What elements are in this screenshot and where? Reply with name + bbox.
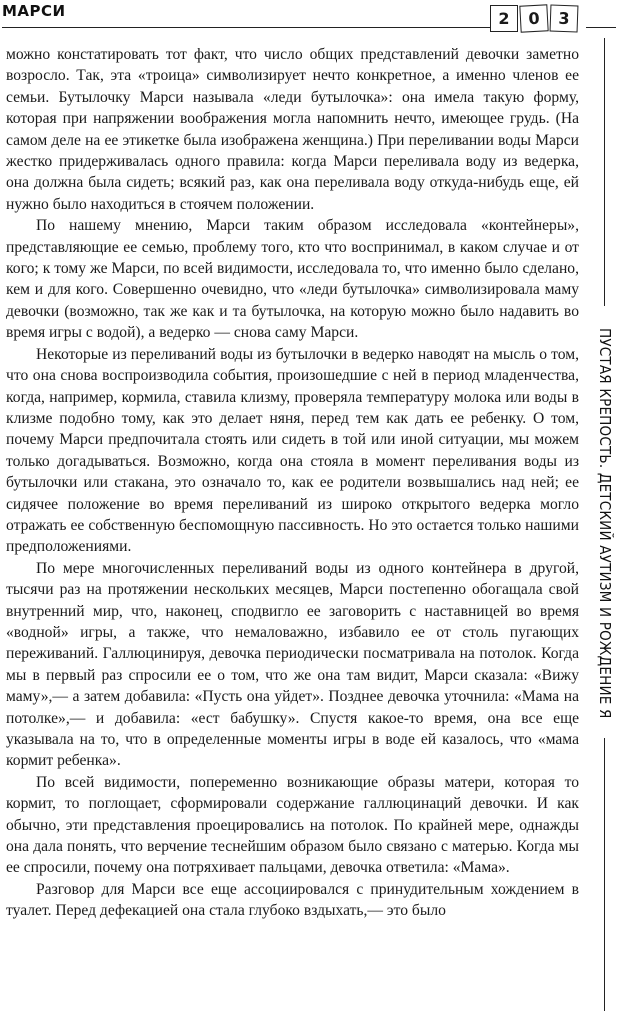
paragraph: По всей видимости, попеременно возникающие образы матери, которая то кормит, то поглощает, сформировали содержание галлюцинаций девочки. И как обычно, эти представления проецировались на потолок. По крайней мере, однажды она дала понять, что верчение теснейшим образом было связано с матерью. Когда мы ее спросили, почему она потряхивает пальцами, девочка ответила: «Мама». xyxy=(6,773,579,877)
side-book-title: ПУСТАЯ КРЕПОСТЬ. ДЕТСКИЙ АУТИЗМ И РОЖДЕНИЕ Я xyxy=(596,327,614,719)
body-text xyxy=(6,44,579,922)
paragraph: По нашему мнению, Марси таким образом исследовала «контейнеры», представляющие ее семью, проблему того, кто что воспринимал, в каком случае и от кого; к тому же Марси, по всей видимости, исследовала то, что именно было сделано, кем и для кого. Совершенно очевидно, что «леди бутылочка» символизировала маму девочки (возможно, так же как и та бутылочка, на которую можно было надавить во время игры с водой), а ведерко — снова саму Марси. xyxy=(6,217,579,342)
paragraph: можно констатировать тот факт, что число общих представлений девочки заметно возросло. Так, эта «троица» символизирует нечто конкретное, а именно членов ее семьи. Бутылочку Марси называла «леди бутылочка»: она имела такую форму, которая при напряжении воображения могла напомнить нечто, имеющее грудь. (На самом деле на ее этикетке была изображена женщина.) При переливании воды Марси жестко придерживалась одного правила: когда Марси переливала воду из ведерка, она должна была сидеть; всякий раз, как она переливала воду откуда-нибудь еще, ей нужно было находиться в стоячем положении. xyxy=(6,46,579,213)
header-rule xyxy=(2,27,490,28)
paragraph: Некоторые из переливаний воды из бутылочки в ведерко наводят на мысль о том, что она снова воспроизводила события, произошедшие с ней в период младенчества, когда, например, кормила, ставила клизму, проверяла температуру молока или воды в клизме подобно тому, как это делает няня, перед тем как дать ее ребенку. О том, почему Марси предпочитала стоять или сидеть в той или иной ситуации, мы можем только догадываться. Возможно, когда она стояла в момент переливания воды из бутылочки или стакана, это означало то, как ее родители возвышались над ней; ее сидячее положение во время переливаний из широко открытого ведерка могло отражать ее собственную беспомощную пассивность. Но это остается только нашими предположениями. xyxy=(6,345,579,556)
paragraph: Разговор для Марси все еще ассоциировался с принудительным хождением в туалет. Перед дефекацией она стала глубоко вздыхать,— это было xyxy=(6,880,579,920)
page-header xyxy=(0,0,620,38)
side-rule xyxy=(604,38,605,306)
side-rule xyxy=(604,738,605,1011)
page-number xyxy=(490,4,578,32)
running-head: МАРСИ xyxy=(2,2,66,20)
page-number-digit: 2 xyxy=(490,5,518,32)
page-number-digit: 3 xyxy=(550,4,579,32)
header-rule xyxy=(586,27,616,28)
page-number-digit: 0 xyxy=(519,4,548,32)
paragraph: По мере многочисленных переливаний воды из одного контейнера в другой, тысячи раз на протяжении нескольких месяцев, Марси постепенно обогащала свой внутренний мир, что, наконец, сподвигло ее заговорить с наставницей во время «водной» игры, а также, что немаловажно, избавило ее от столь пугающих переживаний. Галлюцинируя, девочка периодически посматривала на потолок. Когда мы в первый раз спросили ее о том, что же она там видит, Марси сказала: «Вижу маму»,— а затем добавила: «Пусть она уйдет». Позднее девочка уточнила: «Мама на потолке»,— и добавила: «ест бабушку». Спустя какое-то время, она все еще указывала на то, что в определенные моменты игры в воде ей казалось, что «мама кормит ребенка». xyxy=(6,559,579,770)
